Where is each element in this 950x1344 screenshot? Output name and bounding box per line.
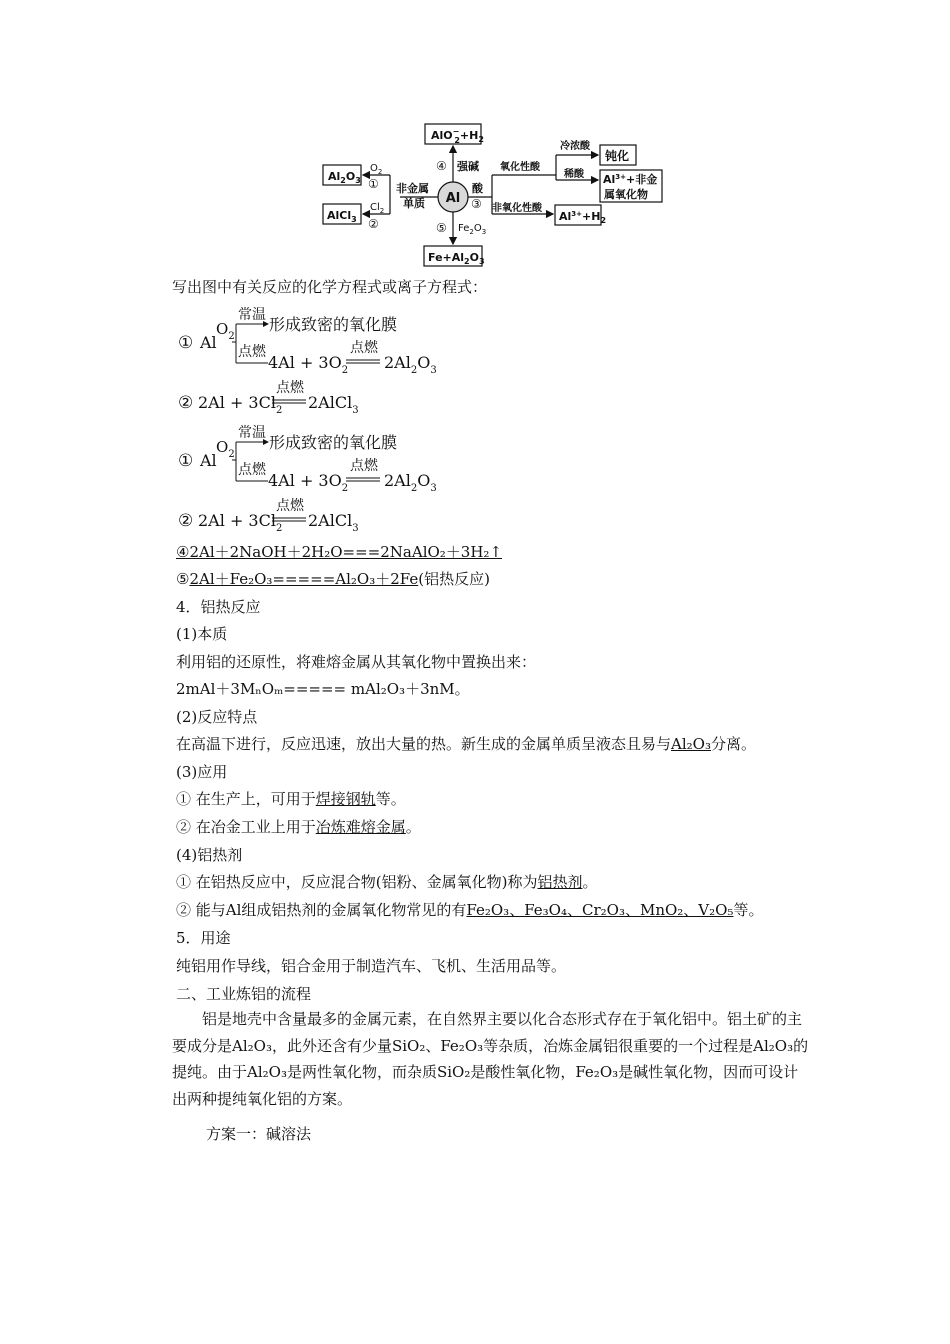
svg-text:③: ③ bbox=[471, 197, 482, 211]
svg-text:点燃: 点燃 bbox=[276, 498, 304, 514]
svg-text:②: ② bbox=[178, 393, 194, 413]
section-4-4-heading: (4)铝热剂 bbox=[176, 846, 243, 864]
svg-text:Al3++非金: $Al^{3+}+$非金 bbox=[603, 173, 658, 186]
aluminum-reaction-diagram bbox=[0, 0, 950, 280]
top-label: 强碱 bbox=[457, 160, 479, 173]
method-1-heading: 方案一：碱溶法 bbox=[206, 1125, 312, 1143]
section-4-3-item-1: ① 在生产上，可用于焊接钢轨等。 bbox=[176, 790, 406, 808]
svg-text:②: ② bbox=[368, 217, 379, 231]
svg-text:点燃: 点燃 bbox=[238, 462, 266, 478]
svg-text:2Al2O3: $2Al_2O_3$ bbox=[384, 471, 437, 494]
section-ii-heading: 二、工业炼铝的流程 bbox=[176, 985, 312, 1003]
equation-block-2-repeat bbox=[172, 496, 472, 546]
section-4-3-item-2: ② 在冶金工业上用于冶炼难熔金属。 bbox=[176, 818, 421, 836]
svg-text:形成致密的氧化膜: 形成致密的氧化膜 bbox=[269, 315, 398, 334]
svg-text:①: ① bbox=[178, 333, 194, 353]
svg-text:形成致密的氧化膜: 形成致密的氧化膜 bbox=[269, 433, 398, 452]
svg-text:Cl2: $Cl_2$ bbox=[370, 202, 385, 215]
section-4-2-heading: (2)反应特点 bbox=[176, 708, 258, 726]
al-center-label: Al bbox=[445, 191, 461, 206]
svg-text:①: ① bbox=[368, 177, 379, 191]
section-4-1-equation: 2mAl＋3MₙOₘ===== mAl₂O₃＋3nM。 bbox=[176, 680, 470, 698]
svg-text:点燃: 点燃 bbox=[276, 380, 304, 396]
dilute-acid-label: 稀酸 bbox=[564, 169, 584, 180]
svg-text:2Al + 3Cl2: $2Al + 3Cl_2$ bbox=[198, 393, 283, 416]
svg-text:点燃: 点燃 bbox=[350, 458, 378, 474]
svg-text:AlCl3: AlCl$_3$ bbox=[327, 209, 357, 224]
svg-text:Al: Al bbox=[200, 333, 217, 352]
svg-text:Al: Al bbox=[200, 451, 217, 470]
svg-text:2AlCl3: 2AlCl$_3$ bbox=[308, 393, 359, 416]
svg-text:O2: $O_2$ bbox=[370, 163, 383, 176]
section-ii-paragraph: 铝是地壳中含量最多的金属元素，在自然界主要以化合态形式存在于氧化铝中。铝土矿的主要成分是Al₂O₃，此外还含有少量SiO₂、Fe₂O₃等杂质，冶炼金属铝很重要的一个过程是Al₂O₃的提纯。由于Al₂O₃是两性氧化物，而杂质SiO₂是酸性氧化物，Fe₂O₃是碱性氧化物，因而可设计出两种提纯氧化铝的方案。 bbox=[172, 1010, 809, 1108]
section-4-heading: 4．铝热反应 bbox=[176, 598, 261, 616]
svg-text:常温: 常温 bbox=[238, 307, 266, 323]
section-4-1-text: 利用铝的还原性，将难熔金属从其氧化物中置换出来： bbox=[176, 653, 537, 671]
left-group-label-1: 非金属 bbox=[396, 182, 429, 195]
section-4-2-text: 在高温下进行，反应迅速，放出大量的热。新生成的金属单质呈液态且易与Al₂O₃分离。 bbox=[176, 735, 756, 753]
svg-text:钝化: 钝化 bbox=[605, 149, 630, 163]
section-5-heading: 5．用途 bbox=[176, 929, 231, 947]
svg-text:点燃: 点燃 bbox=[350, 340, 378, 356]
svg-text:2Al2O3: $2Al_2O_3$ bbox=[384, 353, 437, 376]
section-4-4-item-2: ② 能与Al组成铝热剂的金属氧化物常见的有Fe₂O₃、Fe₃O₄、Cr₂O₃、MnO₂、V₂O₅等。 bbox=[176, 901, 764, 919]
section-4-3-heading: (3)应用 bbox=[176, 763, 228, 781]
section-5-text: 纯铝用作导线，铝合金用于制造汽车、飞机、生活用品等。 bbox=[176, 957, 567, 975]
svg-text:点燃: 点燃 bbox=[238, 344, 266, 360]
svg-text:4Al + 3O2: $4Al + 3O_2$ bbox=[268, 471, 349, 494]
svg-text:Al3++H2: $Al^{3+}+H_2$ bbox=[559, 210, 607, 225]
svg-text:AlO−2+H2: AlO− $2+H_2$ bbox=[431, 127, 484, 145]
left-group-label-2: 单质 bbox=[403, 197, 425, 210]
svg-text:4Al + 3O2: $4Al + 3O_2$ bbox=[268, 353, 349, 376]
svg-text:⑤: ⑤ bbox=[436, 221, 447, 235]
svg-text:Fe2O3: $Fe_2O_3$ bbox=[458, 223, 487, 236]
intro-text: 写出图中有关反应的化学方程式或离子方程式： bbox=[172, 278, 488, 296]
oxidizing-acid-label: 氧化性酸 bbox=[500, 162, 540, 173]
svg-text:O2: $O_2$ bbox=[216, 320, 235, 342]
top-num: ④ bbox=[436, 159, 447, 173]
svg-text:2AlCl3: 2AlCl$_3$ bbox=[308, 511, 359, 534]
svg-text:Al2O3: $Al_2O_3$ bbox=[328, 170, 361, 185]
cold-conc-acid-label: 冷浓酸 bbox=[560, 141, 590, 152]
svg-text:②: ② bbox=[178, 511, 194, 531]
svg-text:O2: $O_2$ bbox=[216, 438, 235, 460]
equation-4: ④2Al＋2NaOH＋2H₂O===2NaAlO₂＋3H₂↑ bbox=[176, 543, 503, 561]
acid-label: 酸 bbox=[472, 182, 483, 195]
equation-5: ⑤2Al＋Fe₂O₃=====Al₂O₃＋2Fe(铝热反应) bbox=[176, 570, 490, 588]
section-4-4-item-1: ① 在铝热反应中，反应混合物(铝粉、金属氧化物)称为铝热剂。 bbox=[176, 873, 598, 891]
svg-text:属氧化物: 属氧化物 bbox=[604, 188, 648, 201]
svg-text:Fe+Al2O3: $Fe+Al_2O_3$ bbox=[428, 251, 485, 266]
svg-text:2Al + 3Cl2: $2Al + 3Cl_2$ bbox=[198, 511, 283, 534]
svg-text:①: ① bbox=[178, 451, 194, 471]
section-4-1-heading: (1)本质 bbox=[176, 625, 228, 643]
non-oxidizing-acid-label: 非氧化性酸 bbox=[492, 203, 542, 214]
svg-text:常温: 常温 bbox=[238, 425, 266, 441]
